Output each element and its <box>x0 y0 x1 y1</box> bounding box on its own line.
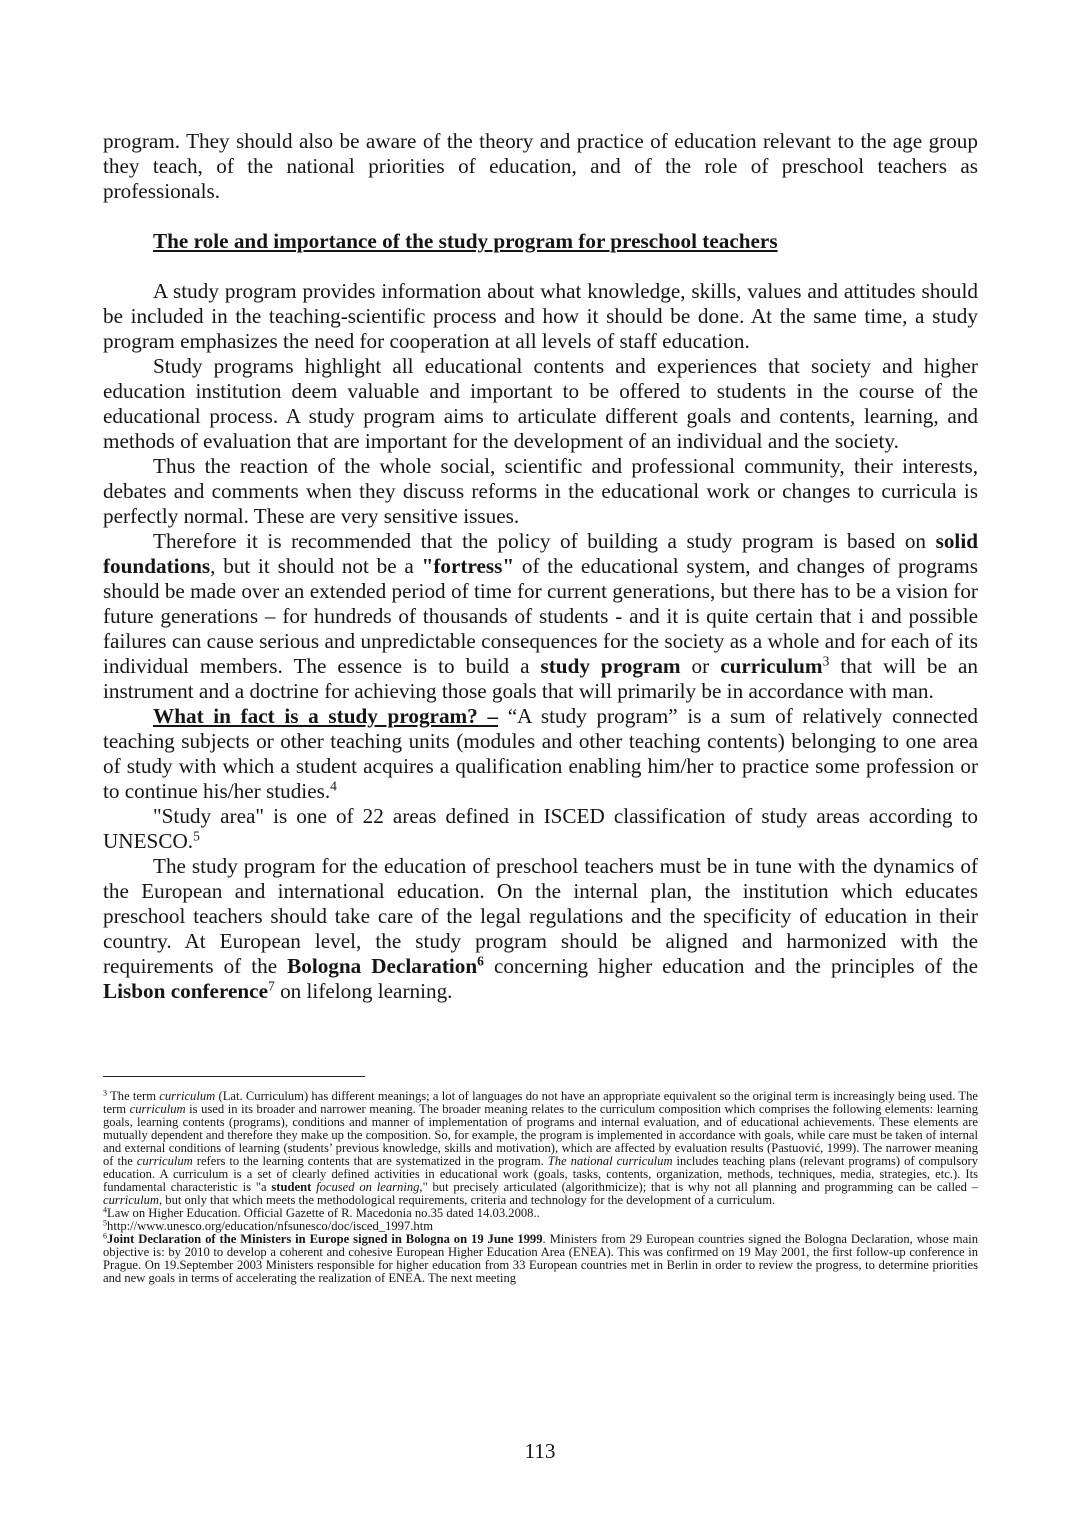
text-run: concerning higher education and the principles of the <box>483 954 978 978</box>
text-run: A study program provides information about what knowledge, skills, values and attitudes should be included in the teaching-scientific process and how it should be done. At the same time, a study program emphasizes the need for cooperation at all levels of staff education. <box>103 279 978 353</box>
text-run: or <box>680 654 721 678</box>
bold-text: solid foundations <box>103 529 978 578</box>
text-run: ," but precisely articulated (algorithmicize); that is why not all planning and programming can be called – <box>419 1180 978 1194</box>
italic-text: focused on learning <box>311 1180 420 1194</box>
footnote-reference: 4 <box>330 778 337 794</box>
text-run: "Study area" is one of 22 areas defined in ISCED classification of study areas according to UNESCO. <box>103 804 978 853</box>
text-run: includes teaching plans (relevant programs) of compulsory education. A curriculum is a set of clearly defined activities in educational work (goals, tasks, contents, organization, methods, techniques, media, strategies, etc.). Its fundamental characteristic is "a <box>103 1154 978 1194</box>
bold-text: Joint Declaration of the Ministers in Europe signed in Bologna on 19 June 1999 <box>107 1232 543 1246</box>
text-run: The term <box>107 1089 160 1103</box>
bold-text: Bologna Declaration <box>287 954 478 978</box>
underlined-heading-text: What in fact is a study program? – <box>153 704 499 728</box>
paragraph-european-alignment <box>103 854 978 1004</box>
text-run: , but it should not be a <box>210 554 422 578</box>
footnote-reference: 7 <box>267 978 275 994</box>
text-run: Thus the reaction of the whole social, scientific and professional community, their interests, debates and comments when they discuss reforms in the educational work or changes to curricula is perfectly normal. These are very sensitive issues. <box>103 454 978 528</box>
footnote-reference: 3 <box>822 653 830 669</box>
text-run: Law on Higher Education. Official Gazette of R. Macedonia no.35 dated 14.03.2008.. <box>107 1206 540 1220</box>
text-run: of the educational system, and changes of programs should be made over an extended period of time for current generations, but there has to be a vision for future generations – for hundreds of thousands of students - and it is quite certain that i and possible failures can cause serious and unpredictable consequences for the society as a whole and for each of its individual members. The essence is to build a <box>103 554 978 678</box>
footnote-6 <box>103 1233 978 1285</box>
text-run: “A study program” is a sum of relatively connected teaching subjects or other teaching units (modules and other teaching contents) belonging to one area of study with which a student acquires a qualification enabling him/her to practice some profession or to continue his/her studies. <box>103 704 979 803</box>
section-heading: The role and importance of the study program for preschool teachers <box>153 229 778 253</box>
italic-text: curriculum <box>103 1193 159 1207</box>
paragraph-study-area <box>103 804 978 854</box>
text-run: on lifelong learning. <box>274 979 453 1003</box>
footnote-reference: 6 <box>103 1231 108 1241</box>
italic-text: curriculum <box>129 1102 186 1116</box>
body-text <box>103 129 978 1004</box>
text-run: . Ministers from 29 European countries signed the Bologna Declaration, whose main objective is: by 2010 to develop a coherent and cohesive European Higher Education Area (ENEA). This was confirmed on 19 May 2001, the first follow-up conference in Prague. On 19.September 2003 Ministers responsible for higher education from 33 European countries met in Berlin in order to review the progress, to determine priorities and new goals in terms of accelerating the realization of ENEA. The next meeting <box>103 1232 978 1285</box>
paragraph-definition <box>103 704 978 804</box>
text-run: Study programs highlight all educational contents and experiences that society and higher education institution deem valuable and important to be offered to students in the course of the educational process. A study program aims to articulate different goals and contents, learning, and methods of evaluation that are important for the development of an individual and the society. <box>103 354 978 453</box>
text-run: Therefore it is recommended that the policy of building a study program is based on <box>153 529 936 553</box>
text-run: http://www.unesco.org/education/nfsunesco/doc/isced_1997.htm <box>107 1219 434 1233</box>
footnote-reference: 4 <box>103 1205 108 1215</box>
footnote-reference: 5 <box>103 1218 108 1228</box>
paragraph-continuation <box>103 129 978 204</box>
text-run: , but only that which meets the methodological requirements, criteria and technology for the development of a curriculum. <box>158 1193 776 1207</box>
bold-text: study program <box>540 654 681 678</box>
footnote-3 <box>103 1090 978 1207</box>
footnote-reference: 6 <box>477 953 484 969</box>
footnote-separator <box>103 1076 365 1077</box>
paragraph-study-programs-highlight <box>103 354 978 454</box>
bold-text: curriculum <box>720 654 823 678</box>
page-number: 113 <box>524 1439 556 1463</box>
text-run: The study program for the education of preschool teachers must be in tune with the dynamics of the European and international education. On the internal plan, the institution which educates preschool teachers should take care of the legal regulations and the specificity of education in their country. At European level, the study program should be aligned and harmonized with the requirements of the <box>103 854 978 978</box>
text-run: program. They should also be aware of the theory and practice of education relevant to the age group they teach, of the national priorities of education, and of the role of preschool teachers as professionals. <box>103 129 978 203</box>
paragraph-study-program-info <box>103 279 978 354</box>
italic-text: curriculum <box>136 1154 193 1168</box>
italic-text: curriculum <box>159 1089 216 1103</box>
paragraph-community-reaction <box>103 454 978 529</box>
text-run: (Lat. Curriculum) has different meanings; a lot of languages do not have an appropriate equivalent so the original term is increasingly being used. The term <box>103 1089 978 1116</box>
text-run: is used in its broader and narrower meaning. The broader meaning relates to the curriculum composition which comprises the following elements: learning goals, learning contents (programs), conditions and manner of implementation of programs and internal evaluation, and of educational achievements. These elements are mutually dependent and therefore they make up the composition. So, for example, the program is implemented in accordance with goals, while care must be taken of internal and external conditions of learning (students’ previous knowledge, skills and motivation), which are affected by evaluation results (Pastuović, 1999). The narrower meaning of the <box>103 1102 978 1168</box>
text-run: refers to the learning contents that are systematized in the program. <box>192 1154 548 1168</box>
footnote-reference: 5 <box>193 828 200 844</box>
text-run: that will be an instrument and a doctrine for achieving those goals that will primarily be in accordance with man. <box>103 654 978 703</box>
bold-text: "fortress" <box>421 554 515 578</box>
paragraph-policy-foundations <box>103 529 978 704</box>
italic-text: The national curriculum <box>547 1154 673 1168</box>
footnote-reference: 3 <box>103 1088 108 1098</box>
bold-text: Lisbon conference <box>103 979 268 1003</box>
bold-text: student <box>271 1180 312 1194</box>
footnotes-section <box>103 1076 978 1285</box>
